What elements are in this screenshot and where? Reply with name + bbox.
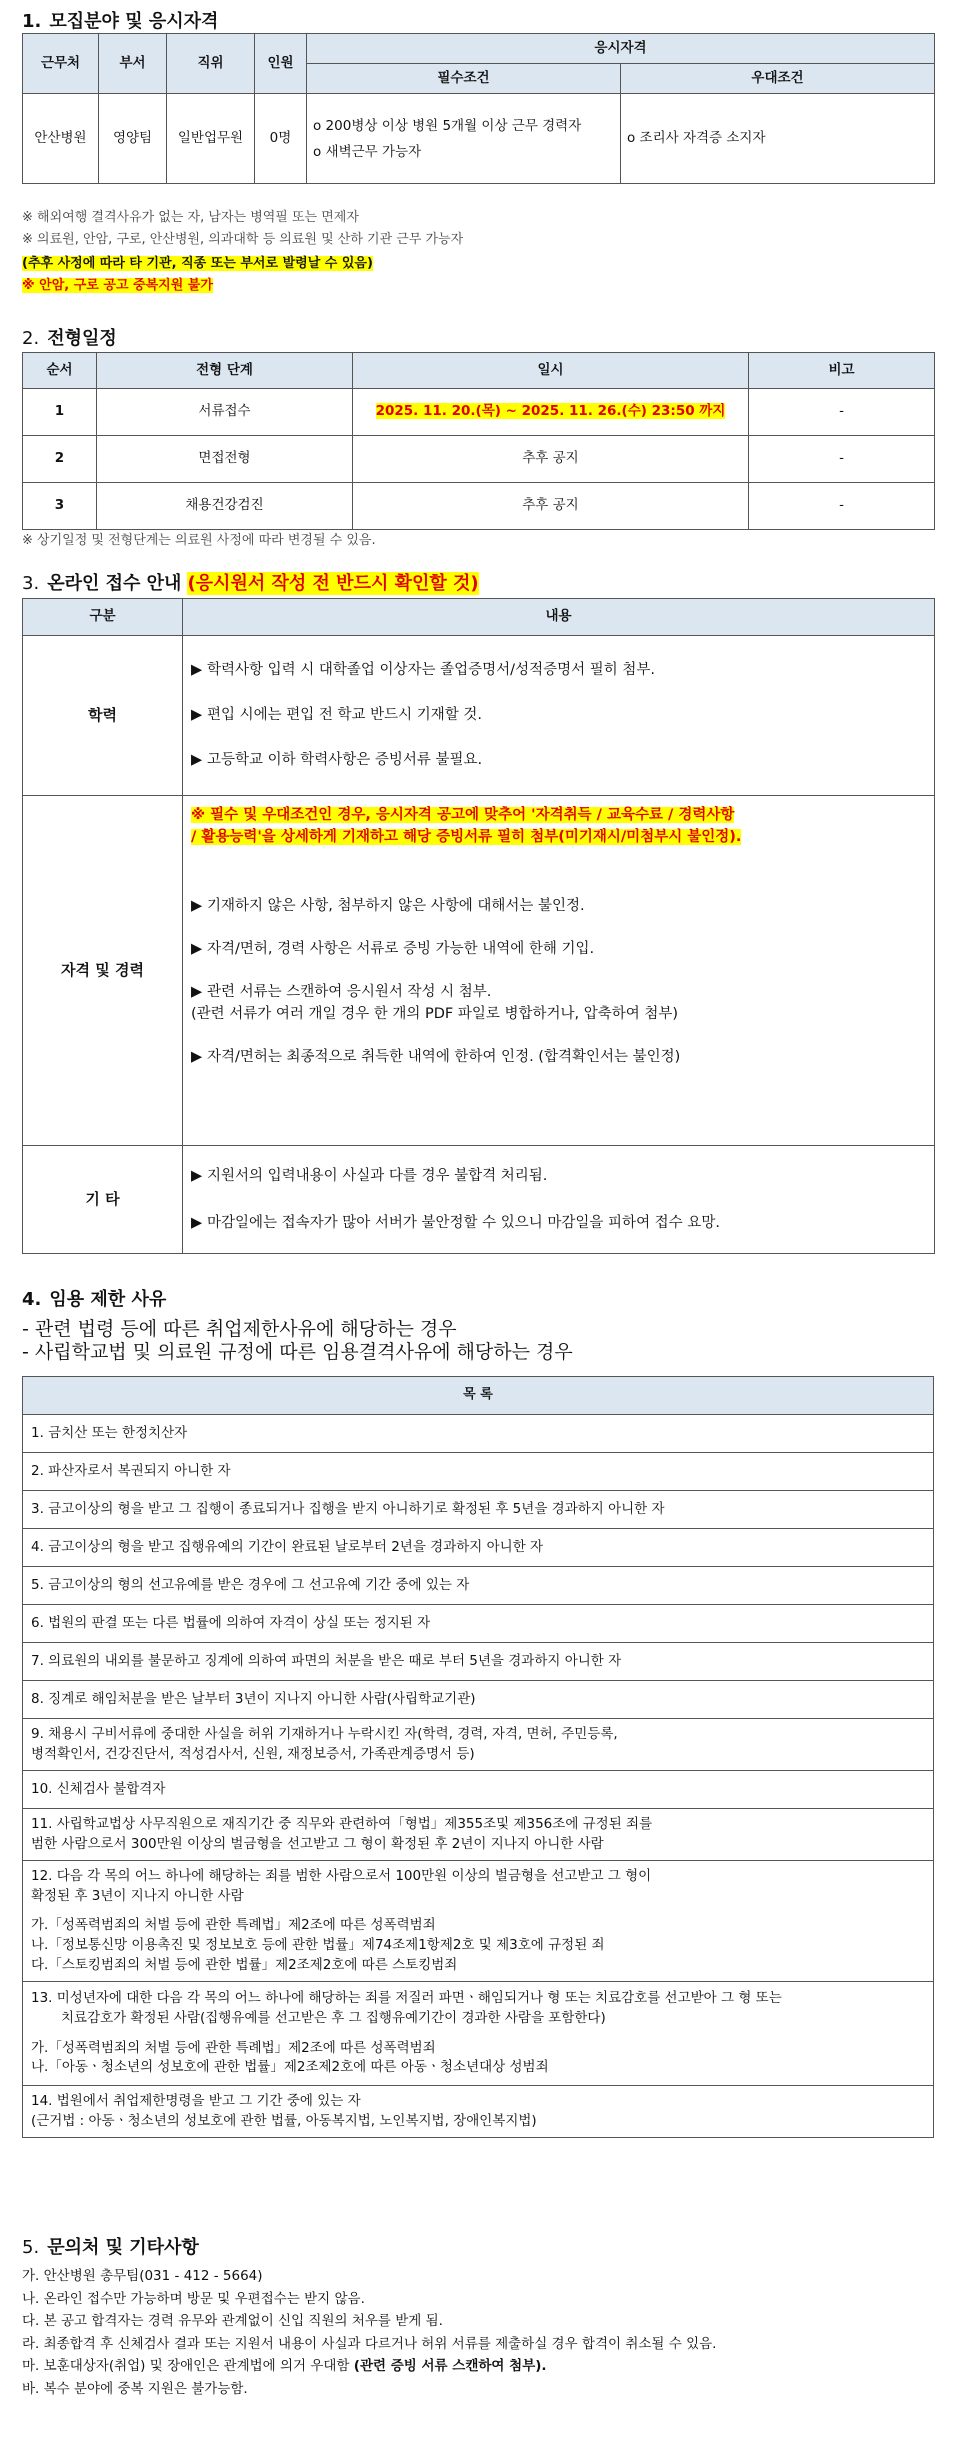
list-line: 9. 채용시 구비서류에 중대한 사실을 허위 기재하거나 누락시킨 자(학력, 경력, 자격, 면허, 주민등록, xyxy=(31,1726,618,1742)
cell-stage: 서류접수 xyxy=(97,389,353,436)
list-item xyxy=(191,706,926,725)
section5-number: 5. xyxy=(22,2237,40,2258)
section2-title xyxy=(22,327,117,350)
table-row xyxy=(23,1809,934,1861)
arrow-icon: ▶ xyxy=(191,662,203,679)
section3-title-highlight: (응시원서 작성 전 반드시 확인할 것) xyxy=(187,573,479,594)
highlight-line: / 활용능력'을 상세하게 기재하고 해당 증빙서류 필히 첨부(미기재시/미첨부시 불인정). xyxy=(191,829,742,846)
section2-note: ※ 상기일정 및 전형단계는 의료원 사정에 따라 변경될 수 있음. xyxy=(22,533,376,548)
table-row xyxy=(23,1415,934,1453)
list-line: 11. 사립학교법상 사무직원으로 재직기간 중 직무와 관련하여「형법」제355조및 제356조에 규정된 죄를 xyxy=(31,1816,653,1833)
education-content xyxy=(183,636,935,796)
header-content: 내용 xyxy=(183,599,935,636)
table-row xyxy=(23,1491,934,1529)
list-line: (근거법 : 아동ㆍ청소년의 성보호에 관한 법률, 아동복지법, 노인복지법, 장애인복지법) xyxy=(31,2112,537,2129)
sub-line: - 관련 법령 등에 따른 취업제한사유에 해당하는 경우 xyxy=(22,1318,457,1340)
header-count: 인원 xyxy=(255,34,307,94)
header-position: 직위 xyxy=(167,34,255,94)
section1-title-text: 모집분야 및 응시자격 xyxy=(49,11,219,32)
section1-title xyxy=(22,10,218,33)
table-row xyxy=(23,2086,934,2138)
list-line: 12. 다음 각 목의 어느 하나에 해당하는 죄를 범한 사람으로서 100만원 이상의 벌금형을 선고받고 그 형이 xyxy=(31,1868,652,1885)
list-line: 치료감호가 확정된 사람(집행유예를 선고받은 후 그 집행유예기간이 경과한 사람을 포함한다) xyxy=(61,2010,606,2026)
section4-title xyxy=(22,1288,166,1311)
arrow-icon: ▶ xyxy=(191,751,203,768)
category-education: 학력 xyxy=(23,636,183,796)
header-workplace: 근무처 xyxy=(23,34,99,94)
list-line xyxy=(31,1906,925,1916)
section1-notes xyxy=(22,210,463,298)
cell-date: 추후 공지 xyxy=(353,436,749,483)
list-line: 범한 사람으로서 300만원 이상의 벌금형을 선고받고 그 형이 확정된 후 2년이 지나지 아니한 사람 xyxy=(31,1835,604,1852)
list-cell xyxy=(23,1681,934,1719)
list-cell xyxy=(23,1567,934,1605)
list-line: 1. 금치산 또는 한정치산자 xyxy=(31,1424,188,1441)
section3-title-text: 온라인 접수 안내 xyxy=(47,573,182,594)
list-item xyxy=(22,2358,716,2381)
list-cell xyxy=(23,1605,934,1643)
list-line: 8. 징계로 해임처분을 받은 날부터 3년이 지나지 아니한 사람(사립학교기관) xyxy=(31,1690,476,1707)
table-row xyxy=(23,1719,934,1771)
list-cell xyxy=(23,1453,934,1491)
list-line: 다.「스토킹범죄의 처벌 등에 관한 법률」제2조제2호에 따른 스토킹범죄 xyxy=(31,1956,458,1973)
list-item: 가. 안산병원 총무팀(031 - 412 - 5664) xyxy=(22,2268,263,2284)
item-text: 관련 서류는 스캔하여 응시원서 작성 시 첨부. xyxy=(207,983,492,1000)
required-item: o 새벽근무 가능자 xyxy=(313,143,422,160)
arrow-icon: ▶ xyxy=(191,1214,203,1231)
schedule-table xyxy=(22,352,935,530)
category-etc: 기 타 xyxy=(23,1146,183,1254)
cell-date: 추후 공지 xyxy=(353,483,749,530)
cell-position: 일반업무원 xyxy=(167,94,255,184)
list-item xyxy=(191,1214,926,1233)
table-row xyxy=(23,1567,934,1605)
note-line: ※ 해외여행 결격사유가 없는 자, 남자는 병역필 또는 면제자 xyxy=(22,210,359,225)
header-required: 필수조건 xyxy=(307,64,621,94)
disqualification-table xyxy=(22,1376,934,2138)
list-line: 13. 미성년자에 대한 다음 각 목의 어느 하나에 해당하는 죄를 저질러 파면ㆍ해임되거나 형 또는 치료감호를 선고받아 그 형 또는 xyxy=(31,1990,782,2007)
header-dept: 부서 xyxy=(99,34,167,94)
table-row xyxy=(23,1643,934,1681)
sub-line: - 사립학교법 및 의료원 규정에 따른 임용결격사유에 해당하는 경우 xyxy=(22,1340,573,1363)
cell-workplace: 안산병원 xyxy=(23,94,99,184)
header-qualification: 응시자격 xyxy=(307,34,935,64)
list-line: 5. 금고이상의 형의 선고유예를 받은 경우에 그 선고유예 기간 중에 있는 자 xyxy=(31,1576,470,1593)
list-cell xyxy=(23,1719,934,1771)
list-item: 라. 최종합격 후 신체검사 결과 또는 지원서 내용이 사실과 다르거나 허위 서류를 제출하실 경우 합격이 취소될 수 있음. xyxy=(22,2335,717,2352)
header-stage: 전형 단계 xyxy=(97,353,353,389)
table-row xyxy=(23,389,935,436)
item-text: 자격/면허, 경력 사항은 서류로 증빙 가능한 내역에 한해 기입. xyxy=(207,940,595,957)
list-cell xyxy=(23,1415,934,1453)
list-line xyxy=(31,2029,925,2039)
list-cell xyxy=(23,1771,934,1809)
section1-number: 1. xyxy=(22,11,42,32)
list-line: 나.「정보통신망 이용촉진 및 정보보호 등에 관한 법률」제74조제1항제2호 및 제3호에 규정된 죄 xyxy=(31,1936,605,1953)
list-cell xyxy=(23,2086,934,2138)
list-cell xyxy=(23,1491,934,1529)
list-line: 4. 금고이상의 형을 받고 집행유예의 기간이 완료된 날로부터 2년을 경과하지 아니한 자 xyxy=(31,1538,544,1555)
cell-remark: - xyxy=(749,483,935,530)
cell-order: 1 xyxy=(23,389,97,436)
list-line: 병적확인서, 건강진단서, 적성검사서, 신원, 재정보증서, 가족관계증명서 등) xyxy=(31,1745,475,1762)
career-highlight xyxy=(191,804,926,849)
table-row xyxy=(23,1771,934,1809)
list-line: 확정된 후 3년이 지나지 아니한 사람 xyxy=(31,1887,244,1904)
section4-title-text: 임용 제한 사유 xyxy=(49,1289,167,1310)
arrow-icon: ▶ xyxy=(191,707,203,724)
cell-order: 3 xyxy=(23,483,97,530)
item-text: 고등학교 이하 학력사항은 증빙서류 불필요. xyxy=(207,751,483,768)
header-date: 일시 xyxy=(353,353,749,389)
list-line: 가.「성폭력범죄의 처벌 등에 관한 특례법」제2조에 따른 성폭력범죄 xyxy=(31,2039,436,2056)
list-item xyxy=(191,751,926,770)
list-item xyxy=(191,897,926,916)
cell-date xyxy=(353,389,749,436)
list-item: 다. 본 공고 합격자는 경력 유무와 관계없이 신입 직원의 처우를 받게 됨. xyxy=(22,2313,443,2329)
list-item: 바. 복수 분야에 중복 지원은 불가능함. xyxy=(22,2380,248,2397)
career-content xyxy=(183,796,935,1146)
list-item xyxy=(191,983,926,1002)
arrow-icon: ▶ xyxy=(191,1049,203,1066)
list-item xyxy=(191,1167,926,1186)
recruitment-table xyxy=(22,33,935,184)
cell-dept: 영양팀 xyxy=(99,94,167,184)
table-row xyxy=(23,1605,934,1643)
table-row xyxy=(23,436,935,483)
cell-preferred: o 조리사 자격증 소지자 xyxy=(621,94,935,184)
section2-number: 2. xyxy=(22,328,40,349)
section4-number: 4. xyxy=(22,1289,42,1310)
list-cell xyxy=(23,1643,934,1681)
list-line: 7. 의료원의 내외를 불문하고 징계에 의하여 파면의 처분을 받은 때로 부터 5년을 경과하지 아니한 자 xyxy=(31,1652,622,1669)
list-line: 2. 파산자로서 복권되지 아니한 자 xyxy=(31,1462,231,1479)
item-text: 마감일에는 접속자가 많아 서버가 불안정할 수 있으니 마감일을 피하여 접수 요망. xyxy=(207,1214,720,1231)
header-remark: 비고 xyxy=(749,353,935,389)
header-preferred: 우대조건 xyxy=(621,64,935,94)
list-item xyxy=(191,940,926,959)
arrow-icon: ▶ xyxy=(191,1167,203,1184)
cell-order: 2 xyxy=(23,436,97,483)
section3-number: 3. xyxy=(22,573,40,594)
item-text: 기재하지 않은 사항, 첨부하지 않은 사항에 대해서는 불인정. xyxy=(207,897,585,914)
section2-title-text: 전형일정 xyxy=(47,328,117,349)
item-text: 자격/면허는 최종적으로 취득한 내역에 한하여 인정. (합격확인서는 불인정) xyxy=(207,1049,681,1066)
category-career: 자격 및 경력 xyxy=(23,796,183,1146)
item-text: 마. 보훈대상자(취업) 및 장애인은 관계법에 의거 우대함 xyxy=(22,2358,350,2374)
list-cell xyxy=(23,1982,934,2086)
arrow-icon: ▶ xyxy=(191,940,203,957)
list-line: 나.「아동ㆍ청소년의 성보호에 관한 법률」제2조제2호에 따른 아동ㆍ청소년대상 성범죄 xyxy=(31,2059,549,2076)
highlight-line: ※ 필수 및 우대조건인 경우, 응시자격 공고에 맞추어 '자격취득 / 교육수료 / 경력사항 xyxy=(191,807,735,823)
list-line: 10. 신체검사 불합격자 xyxy=(31,1780,166,1797)
list-item xyxy=(191,661,926,680)
table-row xyxy=(23,1982,934,2086)
online-guide-table xyxy=(22,598,935,1254)
cell-count: 0명 xyxy=(255,94,307,184)
header-list: 목 록 xyxy=(23,1377,934,1415)
arrow-icon: ▶ xyxy=(191,897,203,914)
cell-remark: - xyxy=(749,389,935,436)
etc-content xyxy=(183,1146,935,1254)
list-cell xyxy=(23,1809,934,1861)
note-line: ※ 의료원, 안암, 구로, 안산병원, 의과대학 등 의료원 및 산하 기관 근무 가능자 xyxy=(22,232,464,247)
item-text: 학력사항 입력 시 대학졸업 이상자는 졸업증명서/성적증명서 필히 첨부. xyxy=(207,662,655,679)
table-row xyxy=(23,1861,934,1982)
section5-list xyxy=(22,2268,716,2403)
note-highlight-red: ※ 안암, 구로 공고 중복지원 불가 xyxy=(22,278,213,293)
list-line: 3. 금고이상의 형을 받고 그 집행이 종료되거나 집행을 받지 아니하기로 확정된 후 5년을 경과하지 아니한 자 xyxy=(31,1500,665,1517)
section5-title-text: 문의처 및 기타사항 xyxy=(47,2237,199,2258)
date-highlight: 2025. 11. 20.(목) ~ 2025. 11. 26.(수) 23:50 까지 xyxy=(375,403,726,420)
item-text: 지원서의 입력내용이 사실과 다를 경우 불합격 처리됨. xyxy=(207,1167,548,1184)
required-item: o 200병상 이상 병원 5개월 이상 근무 경력자 xyxy=(313,117,582,134)
table-row xyxy=(23,1529,934,1567)
cell-remark: - xyxy=(749,436,935,483)
header-category: 구분 xyxy=(23,599,183,636)
item-bold: (관련 증빙 서류 스캔하여 첨부). xyxy=(353,2358,547,2374)
cell-required xyxy=(307,94,621,184)
item-text: 편입 시에는 편입 전 학교 반드시 기재할 것. xyxy=(207,707,482,724)
list-line: 14. 법원에서 취업제한명령을 받고 그 기간 중에 있는 자 xyxy=(31,2093,361,2110)
note-highlight: (추후 사정에 따라 타 기관, 직종 또는 부서로 발령날 수 있음) xyxy=(22,256,373,271)
cell-stage: 면접전형 xyxy=(97,436,353,483)
header-order: 순서 xyxy=(23,353,97,389)
table-row xyxy=(23,483,935,530)
list-item xyxy=(191,1048,926,1067)
item-subtext: (관련 서류가 여러 개일 경우 한 개의 PDF 파일로 병합하거나, 압축하여 첨부) xyxy=(191,1006,679,1023)
cell-stage: 채용건강검진 xyxy=(97,483,353,530)
list-line: 가.「성폭력범죄의 처벌 등에 관한 특례법」제2조에 따른 성폭력범죄 xyxy=(31,1917,436,1934)
table-row xyxy=(23,1453,934,1491)
list-cell xyxy=(23,1861,934,1982)
list-line: 6. 법원의 판결 또는 다른 법률에 의하여 자격이 상실 또는 정지된 자 xyxy=(31,1614,431,1631)
section4-subtitle xyxy=(22,1318,573,1364)
arrow-icon: ▶ xyxy=(191,983,203,1000)
section5-title xyxy=(22,2236,199,2259)
list-cell xyxy=(23,1529,934,1567)
section3-title xyxy=(22,572,479,595)
list-item: 나. 온라인 접수만 가능하며 방문 및 우편접수는 받지 않음. xyxy=(22,2290,365,2307)
table-row xyxy=(23,1681,934,1719)
